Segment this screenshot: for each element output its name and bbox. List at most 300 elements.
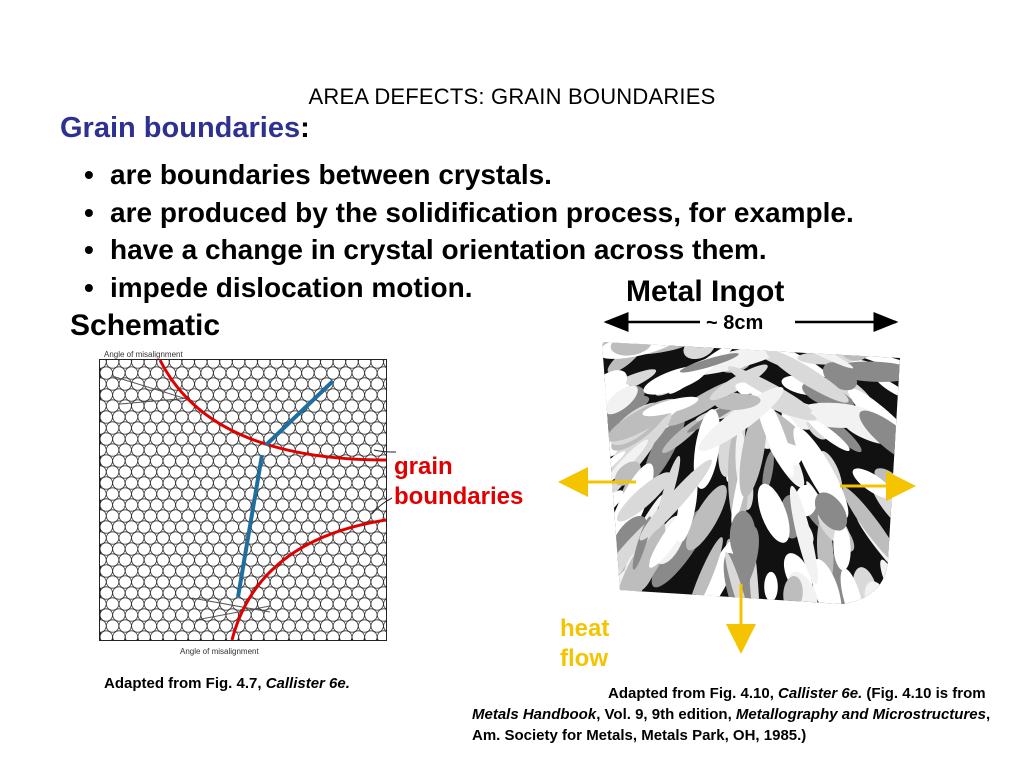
atom-circle: [138, 609, 150, 621]
atom-circle: [371, 378, 383, 390]
atom-circle: [333, 356, 345, 368]
atom-circle: [132, 598, 144, 610]
atom-circle: [125, 565, 137, 577]
atom-circle: [358, 598, 370, 610]
atom-circle: [283, 466, 295, 478]
atom-circle: [390, 565, 402, 577]
atom-circle: [106, 554, 118, 566]
atom-circle: [277, 653, 289, 665]
atom-circle: [371, 422, 383, 434]
atom-circle: [226, 389, 238, 401]
atom-circle: [239, 477, 251, 489]
atom-circle: [245, 400, 257, 412]
atom-circle: [358, 620, 370, 632]
atom-circle: [251, 565, 263, 577]
atom-circle: [182, 598, 194, 610]
atom-circle: [358, 378, 370, 390]
atom-circle: [106, 444, 118, 456]
atom-circle: [371, 576, 383, 588]
atom-circle: [132, 554, 144, 566]
atom-circle: [163, 587, 175, 599]
atom-circle: [264, 521, 276, 533]
atom-circle: [403, 521, 415, 533]
atom-circle: [151, 411, 163, 423]
atom-circle: [201, 455, 213, 467]
atom-circle: [144, 598, 156, 610]
atom-circle: [119, 620, 131, 632]
atom-circle: [302, 631, 314, 643]
bullet-dot-icon: •: [84, 234, 94, 265]
atom-circle: [327, 543, 339, 555]
atom-circle: [220, 510, 232, 522]
atom-circle: [106, 510, 118, 522]
atom-circle: [182, 532, 194, 544]
atom-circle: [365, 587, 377, 599]
atom-circle: [403, 565, 415, 577]
schematic-diagram: [94, 350, 415, 665]
atom-circle: [321, 422, 333, 434]
atom-circle: [195, 466, 207, 478]
atom-circle: [371, 400, 383, 412]
atom-circle: [289, 631, 301, 643]
atom-circle: [308, 488, 320, 500]
atom-circle: [277, 499, 289, 511]
atom-circle: [245, 422, 257, 434]
atom-circle: [94, 444, 106, 456]
atom-circle: [176, 367, 188, 379]
atom-circle: [277, 367, 289, 379]
atom-circle: [106, 466, 118, 478]
atom-circle: [396, 554, 408, 566]
schematic-label: Schematic: [70, 309, 221, 342]
atom-circle: [214, 477, 226, 489]
atom-circle: [239, 411, 251, 423]
caption-right-part7: , Am. Society for Metals, Metals Park, OH, 1985.): [472, 706, 991, 744]
atom-circle: [302, 565, 314, 577]
atom-circle: [138, 389, 150, 401]
atom-circle: [302, 433, 314, 445]
atom-circle: [106, 488, 118, 500]
atom-circle: [226, 543, 238, 555]
atom-circle: [113, 521, 125, 533]
atom-circle: [157, 488, 169, 500]
atom-circle: [396, 422, 408, 434]
atom-circle: [308, 642, 320, 654]
atom-circle: [352, 653, 364, 665]
atom-circle: [258, 378, 270, 390]
atom-circle: [226, 609, 238, 621]
atom-circle: [220, 576, 232, 588]
atom-circle: [239, 499, 251, 511]
atom-circle: [151, 521, 163, 533]
atom-circle: [125, 499, 137, 511]
atom-circle: [365, 433, 377, 445]
atom-circle: [201, 367, 213, 379]
atom-circle: [94, 598, 106, 610]
atom-circle: [295, 356, 307, 368]
atom-circle: [295, 554, 307, 566]
atom-circle: [106, 598, 118, 610]
atom-circle: [321, 356, 333, 368]
atom-circle: [151, 543, 163, 555]
atom-circle: [113, 367, 125, 379]
atom-circle: [277, 455, 289, 467]
atom-circle: [100, 543, 112, 555]
atom-circle: [125, 389, 137, 401]
atom-circle: [226, 587, 238, 599]
caption-left: [104, 675, 350, 692]
atom-circle: [163, 499, 175, 511]
atom-circle: [358, 488, 370, 500]
atom-circle: [321, 400, 333, 412]
atom-circle: [245, 444, 257, 456]
atom-circle: [195, 576, 207, 588]
atom-circle: [258, 400, 270, 412]
atom-circle: [182, 422, 194, 434]
atom-circle: [119, 554, 131, 566]
atom-circle: [232, 488, 244, 500]
atom-circle: [94, 554, 106, 566]
atom-circle: [384, 576, 396, 588]
atom-circle: [346, 444, 358, 456]
atom-circle: [214, 631, 226, 643]
atom-circle: [302, 609, 314, 621]
atom-circle: [169, 532, 181, 544]
atom-circle: [333, 576, 345, 588]
atom-circle: [220, 400, 232, 412]
atom-circle: [144, 532, 156, 544]
atom-circle: [251, 631, 263, 643]
atom-circle: [377, 411, 389, 423]
atom-circle: [346, 532, 358, 544]
atom-circle: [396, 642, 408, 654]
atom-circle: [214, 499, 226, 511]
atom-circle: [138, 587, 150, 599]
atom-circle: [144, 466, 156, 478]
atom-circle: [264, 587, 276, 599]
caption-left-source: Callister 6e.: [265, 675, 350, 692]
atom-circle: [264, 477, 276, 489]
atom-circle: [340, 631, 352, 643]
atom-circle: [384, 532, 396, 544]
atom-circle: [270, 466, 282, 478]
atom-circle: [119, 510, 131, 522]
atom-circle: [314, 521, 326, 533]
atom-circle: [163, 565, 175, 577]
atom-circle: [201, 609, 213, 621]
atom-circle: [188, 477, 200, 489]
atom-circle: [132, 576, 144, 588]
atom-circle: [371, 642, 383, 654]
atom-circle: [232, 356, 244, 368]
atom-circle: [182, 510, 194, 522]
heat-flow-label-line1: heat: [560, 615, 610, 642]
atom-circle: [113, 499, 125, 511]
atom-circle: [295, 488, 307, 500]
atom-circle: [239, 455, 251, 467]
atom-circle: [390, 521, 402, 533]
heat-flow-label-line2: flow: [560, 645, 608, 672]
atom-circle: [232, 532, 244, 544]
atom-circle: [264, 609, 276, 621]
atom-circle: [132, 620, 144, 632]
atom-circle: [352, 477, 364, 489]
atom-circle: [113, 631, 125, 643]
atom-circle: [163, 455, 175, 467]
atom-circle: [119, 642, 131, 654]
atom-circle: [346, 356, 358, 368]
atom-circle: [346, 510, 358, 522]
atom-circle: [264, 411, 276, 423]
atom-circle: [289, 587, 301, 599]
atom-circle: [113, 389, 125, 401]
bullet-text: are boundaries between crystals.: [110, 159, 552, 190]
atom-circle: [283, 620, 295, 632]
atom-circle: [365, 411, 377, 423]
atom-circle: [258, 554, 270, 566]
atom-circle: [214, 389, 226, 401]
atom-circle: [295, 510, 307, 522]
atom-circle: [365, 609, 377, 621]
atom-circle: [258, 488, 270, 500]
atom-circle: [327, 411, 339, 423]
atom-circle: [352, 411, 364, 423]
atom-circle: [277, 543, 289, 555]
ingot-width-label: ~ 8cm: [706, 312, 764, 334]
atom-circle: [340, 587, 352, 599]
bullet-text: have a change in crystal orientation across them.: [110, 234, 767, 265]
atom-circle: [358, 422, 370, 434]
atom-circle: [396, 576, 408, 588]
atom-circle: [94, 642, 106, 654]
atom-circle: [100, 631, 112, 643]
atom-circle: [214, 521, 226, 533]
atom-circle: [182, 356, 194, 368]
atom-circle: [396, 532, 408, 544]
atom-circle: [151, 433, 163, 445]
atom-circle: [396, 378, 408, 390]
grain-boundaries-label-line1: grain: [394, 453, 453, 480]
bullet-text: are produced by the solidification process, for example.: [110, 196, 854, 228]
atom-circle: [232, 400, 244, 412]
atom-circle: [207, 488, 219, 500]
atom-circle: [226, 565, 238, 577]
atom-circle: [308, 510, 320, 522]
atom-circle: [377, 477, 389, 489]
atom-circle: [195, 488, 207, 500]
atom-circle: [245, 378, 257, 390]
atom-circle: [390, 587, 402, 599]
atom-circle: [125, 609, 137, 621]
atom-circle: [346, 576, 358, 588]
atom-circle: [302, 653, 314, 665]
atom-circle: [207, 356, 219, 368]
atom-circle: [201, 433, 213, 445]
atom-circle: [340, 609, 352, 621]
atom-circle: [396, 400, 408, 412]
atom-circle: [333, 554, 345, 566]
atom-circle: [106, 378, 118, 390]
atom-circle: [151, 587, 163, 599]
atom-circle: [232, 378, 244, 390]
atom-circle: [100, 433, 112, 445]
atom-circle: [314, 543, 326, 555]
atom-circle: [182, 378, 194, 390]
atom-circle: [207, 576, 219, 588]
atom-circle: [371, 620, 383, 632]
atom-circle: [94, 510, 106, 522]
atom-circle: [220, 356, 232, 368]
atom-circle: [94, 422, 106, 434]
atom-circle: [113, 477, 125, 489]
atom-circle: [308, 576, 320, 588]
atom-circle: [377, 653, 389, 665]
atom-circle: [352, 367, 364, 379]
atom-circle: [195, 444, 207, 456]
atom-circle: [188, 521, 200, 533]
atom-circle: [119, 466, 131, 478]
atom-circle: [333, 642, 345, 654]
atom-circle: [157, 576, 169, 588]
atom-circle: [396, 598, 408, 610]
atom-circle: [327, 367, 339, 379]
atom-circle: [113, 565, 125, 577]
atom-circle: [188, 367, 200, 379]
atom-circle: [295, 620, 307, 632]
atom-circle: [289, 367, 301, 379]
metal-ingot-label: Metal Ingot: [626, 275, 785, 308]
atom-circle: [258, 356, 270, 368]
atom-circle: [214, 587, 226, 599]
atom-circle: [207, 444, 219, 456]
atom-circle: [251, 521, 263, 533]
atom-circle: [358, 642, 370, 654]
atom-circle: [346, 488, 358, 500]
atom-circle: [314, 609, 326, 621]
atom-circle: [100, 477, 112, 489]
atom-circle: [377, 433, 389, 445]
atom-circle: [125, 411, 137, 423]
atom-circle: [277, 411, 289, 423]
atom-circle: [176, 499, 188, 511]
atom-circle: [308, 356, 320, 368]
atom-circle: [384, 422, 396, 434]
atom-circle: [270, 598, 282, 610]
atom-circle: [207, 598, 219, 610]
atom-circle: [94, 466, 106, 478]
atom-circle: [220, 466, 232, 478]
atom-circle: [340, 653, 352, 665]
atom-circle: [113, 433, 125, 445]
atom-circle: [390, 631, 402, 643]
atom-circle: [390, 433, 402, 445]
caption-right-part2: Callister 6e.: [778, 685, 863, 702]
atom-circle: [151, 455, 163, 467]
atom-circle: [201, 631, 213, 643]
atom-circle: [100, 389, 112, 401]
atom-circle: [138, 433, 150, 445]
atom-circle: [333, 422, 345, 434]
atom-circle: [283, 400, 295, 412]
atom-circle: [113, 455, 125, 467]
atom-circle: [106, 532, 118, 544]
atom-circle: [403, 411, 415, 423]
atom-circle: [277, 389, 289, 401]
atom-circle: [119, 400, 131, 412]
atom-circle: [283, 576, 295, 588]
atom-circle: [314, 367, 326, 379]
atom-circle: [113, 653, 125, 665]
atom-circle: [295, 598, 307, 610]
atom-circle: [100, 609, 112, 621]
atom-circle: [201, 543, 213, 555]
atom-circle: [214, 543, 226, 555]
heat-flow-label: [560, 614, 609, 674]
atom-circle: [371, 554, 383, 566]
atom-circle: [125, 521, 137, 533]
atom-circle: [346, 598, 358, 610]
atom-circle: [258, 620, 270, 632]
atom-circle: [333, 400, 345, 412]
atom-circle: [169, 620, 181, 632]
atom-circle: [157, 466, 169, 478]
atom-circle: [352, 433, 364, 445]
atom-circle: [396, 620, 408, 632]
atom-circle: [157, 598, 169, 610]
atom-circle: [365, 653, 377, 665]
atom-circle: [314, 499, 326, 511]
atom-circle: [106, 576, 118, 588]
atom-circle: [358, 576, 370, 588]
atom-circle: [270, 642, 282, 654]
slide-title: AREA DEFECTS: GRAIN BOUNDARIES: [308, 84, 716, 109]
heading-term: Grain boundaries: [60, 112, 301, 144]
atom-circle: [144, 422, 156, 434]
atom-circle: [182, 576, 194, 588]
atom-circle: [106, 400, 118, 412]
atom-circle: [138, 543, 150, 555]
atom-circle: [94, 488, 106, 500]
atom-circle: [340, 565, 352, 577]
atom-circle: [289, 609, 301, 621]
heading-colon: :: [300, 112, 310, 144]
atom-circle: [314, 565, 326, 577]
atom-circle: [138, 631, 150, 643]
atom-circle: [377, 543, 389, 555]
atom-circle: [195, 422, 207, 434]
atom-circle: [384, 642, 396, 654]
atom-circle: [251, 543, 263, 555]
atom-circle: [346, 642, 358, 654]
atom-circle: [207, 532, 219, 544]
atom-circle: [371, 532, 383, 544]
atom-circle: [302, 477, 314, 489]
atom-circle: [226, 411, 238, 423]
atom-circle: [270, 400, 282, 412]
atom-circle: [100, 587, 112, 599]
atom-circle: [182, 488, 194, 500]
grain-shape: [764, 572, 778, 602]
atom-circle: [94, 400, 106, 412]
atom-circle: [302, 367, 314, 379]
atom-circle: [125, 631, 137, 643]
atom-circle: [226, 521, 238, 533]
atom-circle: [352, 543, 364, 555]
atom-circle: [201, 521, 213, 533]
atom-circle: [251, 389, 263, 401]
atom-circle: [169, 510, 181, 522]
atom-circle: [176, 543, 188, 555]
